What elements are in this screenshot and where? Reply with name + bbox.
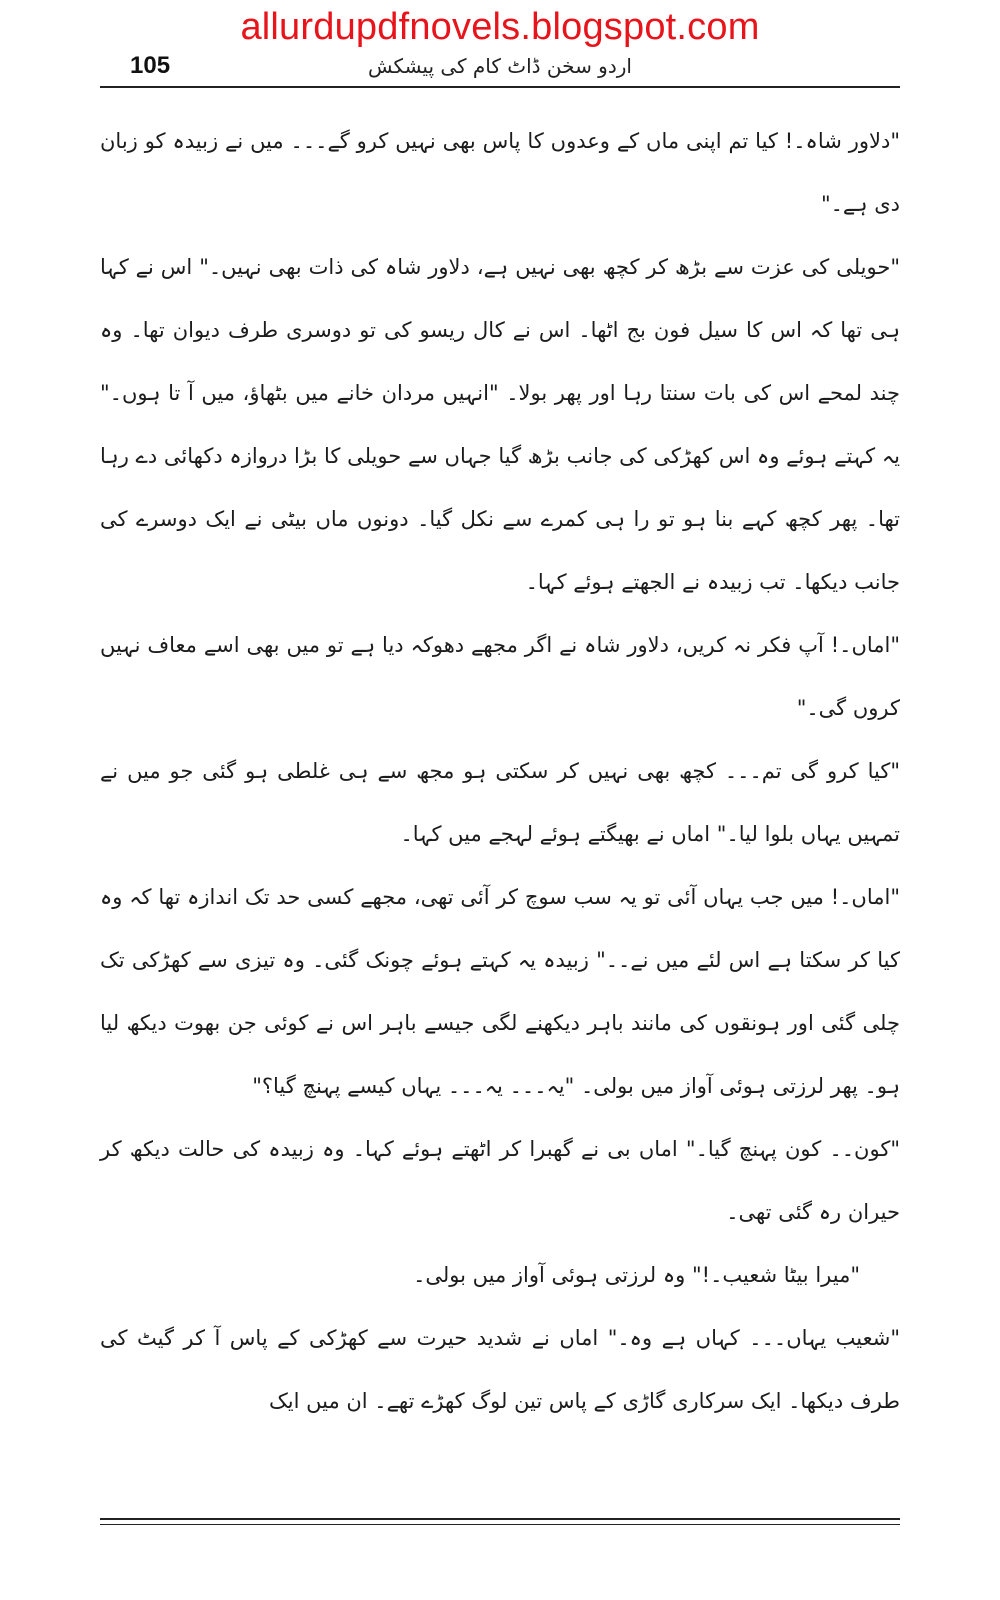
paragraph: "کیا کرو گی تم۔۔۔ کچھ بھی نہیں کر سکتی ہو مجھ سے ہی غلطی ہو گئی جو میں نے تمہیں یہاں بلوا لیا۔" اماں نے بھیگتے ہوئے لہجے میں کہا۔ bbox=[100, 759, 900, 846]
paragraph: "حویلی کی عزت سے بڑھ کر کچھ بھی نہیں ہے، دلاور شاہ کی ذات بھی نہیں۔" اس نے کہا ہی تھا کہ اس کا سیل فون بج اٹھا۔ اس نے کال ریسو کی تو دوسری طرف دیوان تھا۔ وہ چند لمحے اس کی بات سنتا رہا اور پھر بولا۔ "انہیں مردان خانے میں بٹھاؤ، میں آ تا ہوں۔" یہ کہتے ہوئے وہ اس کھڑکی کی جانب بڑھ گیا جہاں سے حویلی کا بڑا دروازہ دکھائی دے رہا تھا۔ پھر کچھ کہے بنا ہو تو را ہی کمرے سے نکل گیا۔ دونوں ماں بیٹی نے ایک دوسرے کی جانب دیکھا۔ تب زبیدہ نے الجھتے ہوئے کہا۔ bbox=[100, 255, 900, 594]
watermark-url: allurdupdfnovels.blogspot.com bbox=[240, 6, 760, 48]
paragraph: "اماں۔! میں جب یہاں آئی تو یہ سب سوچ کر آئی تھی، مجھے کسی حد تک اندازہ تھا کہ وہ کیا کر سکتا ہے اس لئے میں نے۔۔" زبیدہ یہ کہتے ہوئے چونک گئی۔ وہ تیزی سے کھڑکی تک چلی گئی اور ہونقوں کی مانند باہر دیکھنے لگی جیسے باہر اس نے کوئی جن بھوت دیکھ لیا ہو۔ پھر لرزتی ہوئی آواز میں بولی۔ "یہ۔۔۔ یہ۔۔۔ یہاں کیسے پہنچ گیا؟" bbox=[100, 885, 900, 1098]
page-number: 105 bbox=[130, 52, 171, 79]
paragraph: "دلاور شاہ۔! کیا تم اپنی ماں کے وعدوں کا پاس بھی نہیں کرو گے۔۔۔ میں نے زبیدہ کو زبان دی ہے۔" bbox=[100, 129, 900, 216]
paragraph: "میرا بیٹا شعیب۔!" وہ لرزتی ہوئی آواز میں بولی۔ bbox=[413, 1263, 860, 1287]
footer-rule-thin bbox=[100, 1524, 900, 1525]
paragraph: "شعیب یہاں۔۔۔ کہاں ہے وہ۔" اماں نے شدید حیرت سے کھڑکی کے پاس آ کر گیٹ کی طرف دیکھا۔ ایک سرکاری گاڑی کے پاس تین لوگ کھڑے تھے۔ ان میں ایک bbox=[100, 1326, 900, 1413]
page-body bbox=[100, 110, 900, 1433]
page-header bbox=[100, 48, 900, 88]
paragraph: "اماں۔! آپ فکر نہ کریں، دلاور شاہ نے اگر مجھے دھوکہ دیا ہے تو میں بھی اسے معاف نہیں کروں گی۔" bbox=[100, 633, 900, 720]
header-rule bbox=[100, 86, 900, 88]
paragraph: "کون۔۔ کون پہنچ گیا۔" اماں بی نے گھبرا کر اٹھتے ہوئے کہا۔ وہ زبیدہ کی حالت دیکھ کر حیران رہ گئی تھی۔ bbox=[100, 1137, 900, 1224]
footer-rule-thick bbox=[100, 1518, 900, 1520]
running-head: اردو سخن ڈاٹ کام کی پیشکش bbox=[368, 54, 632, 78]
